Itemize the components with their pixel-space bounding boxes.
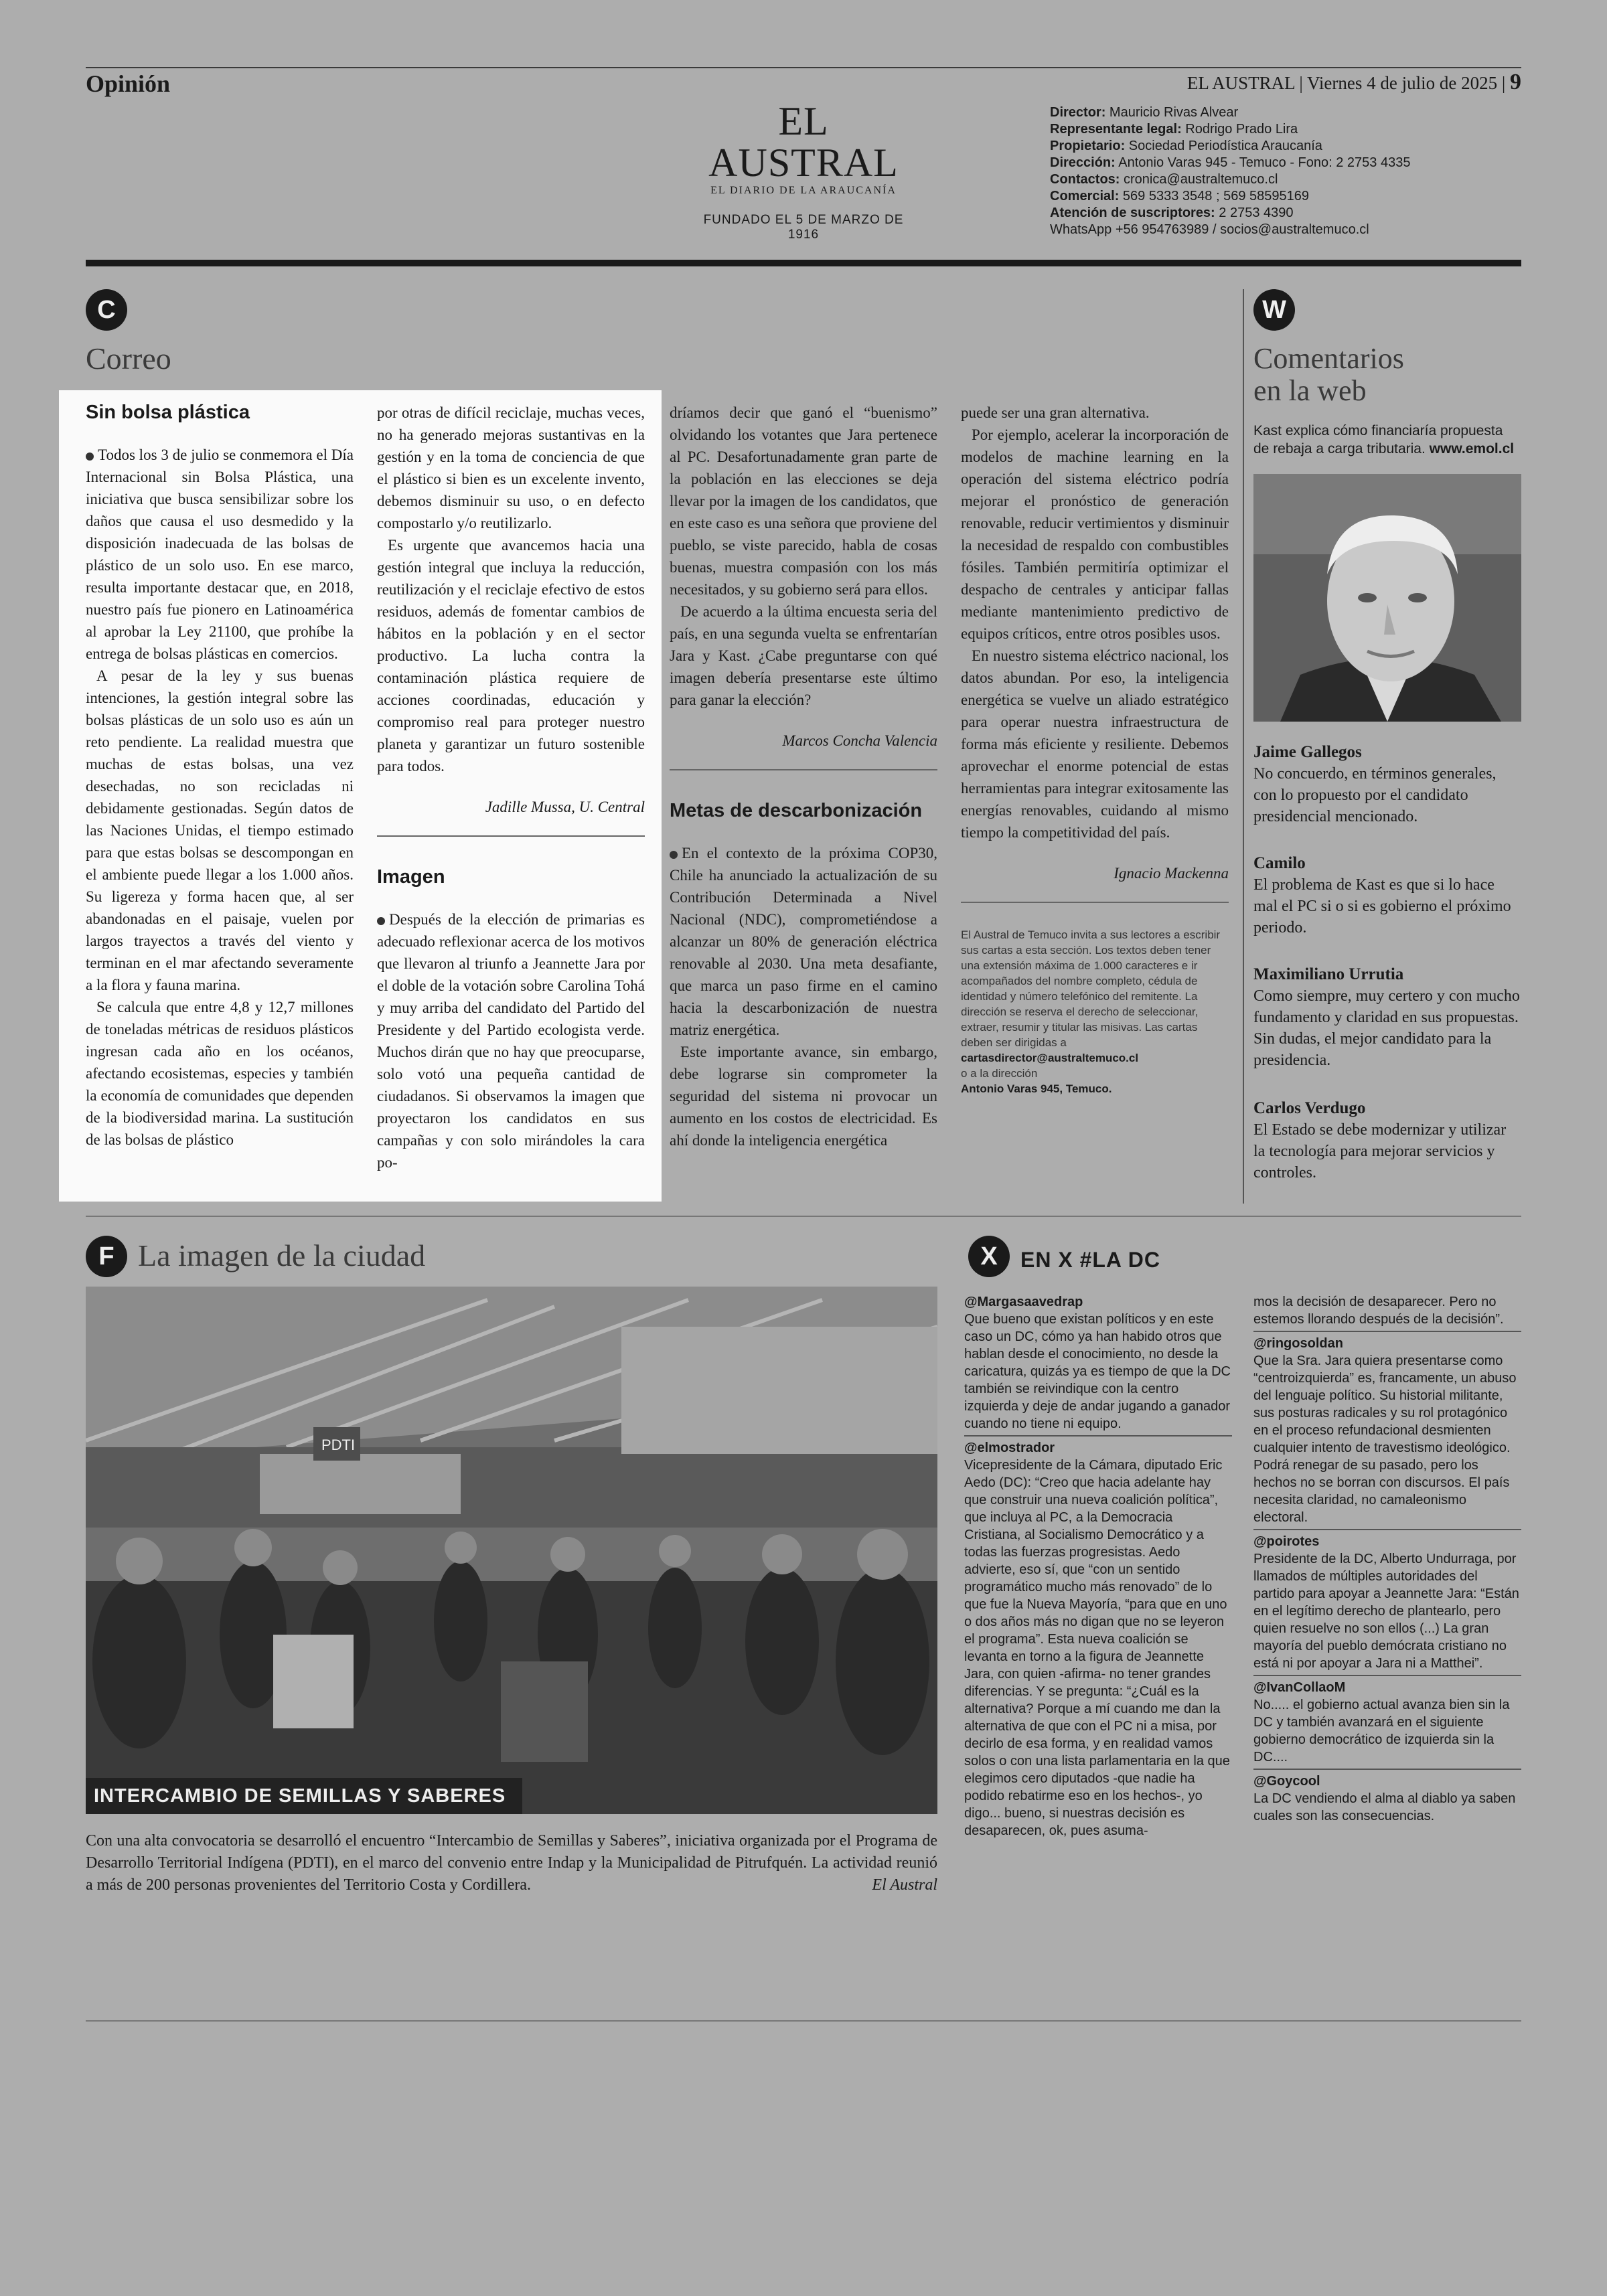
x-handle[interactable]: @Margasaavedrap [964,1295,1083,1309]
letter-paragraph: En el contexto de la próxima COP30, Chile ha anunciado la actualización de su Contribución Determinada a Nivel Nacional (NDC), comprometiéndose a alcanzar un 80% de generación eléctrica renovable al 2030. Una meta desafiante, que marca un paso firme en el camino hacia la descarbonización de nuestra matriz energética. [670,845,937,1038]
letter-paragraph: Después de la elección de primarias es adecuado reflexionar acerca de los motivos que llevaron al triunfo a Jeannette Jara por el doble de la votación sobre Carolina Tohá y muy arriba del candidato del Partido del Presidente y del Partido ecologista verde. Muchos dirán que no hay que preocuparse, solo votó una pequeña cantidad de ciudadanos. Si observamos la imagen que proyectaron los candidatos en sus campañas y con solo mirándoles la cara po- [377,911,645,1171]
web-badge-icon: W [1253,289,1295,331]
bottom-rule [86,2020,1521,2022]
bullet-icon [670,851,678,859]
correo-column-4 [961,402,1229,1205]
letter-signature: Marcos Concha Valencia [782,732,937,749]
comment-author: Maximiliano Urrutia [1253,965,1404,983]
divider [377,835,645,837]
logo-name: EL AUSTRAL [708,99,899,185]
x-handle[interactable]: @Goycool [1253,1769,1521,1790]
portrait-illustration [1253,474,1521,722]
comment-author: Carlos Verdugo [1253,1099,1366,1117]
letter-paragraph: dríamos decir que ganó el “buenismo” olvidando los votantes que Jara pertenece al PC. Desafortunadamente gran parte de la población en las elecciones se deja llevar por la imagen de los candidatos, que en este caso es una señora que proviene del pueblo, se viste parecido, habla de cosas buenas, muestra compasión con los más necesitados, y su gobierno será para ellos. [670,404,937,598]
web-comment [1253,1098,1521,1183]
web-title-line2: en la web [1253,374,1367,407]
x-badge-icon: X [968,1236,1010,1277]
correo-column-3 [670,402,937,1192]
divider [670,769,937,770]
x-post-continuation: mos la decisión de desaparecer. Pero no estemos llorando después de la decisión”. [1253,1295,1504,1327]
x-post-text: Que la Sra. Jara quiera presentarse como “centroizquierda” es, francamente, un abuso del lenguaje político. Su historial militante, sus posturas radicales y su rol protagónico en el proceso refundacional desmienten cualquier intento de travestismo ideológico. Podrá renegar de su pasado, pero los hechos no se borran con discursos. El país necesita claridad, no camaleonismo electoral. [1253,1354,1517,1525]
x-title: EN X #LA DC [1020,1248,1160,1272]
bullet-icon [86,453,94,461]
letter-signature: Jadille Mussa, U. Central [485,799,645,815]
staff-line: Contactos: cronica@australtemuco.cl [1050,172,1278,187]
staff-line: Propietario: Sociedad Periodística Araucanía [1050,139,1322,153]
correo-title: Correo [86,341,171,376]
letter-paragraph: Por ejemplo, acelerar la incorporación de modelos de machine learning en la operación del sistema eléctrico podría mejorar el pronóstico de generación renovable, reducir vertimientos y disminuir la necesidad de respaldo con combustibles fósiles. También permitiría optimizar el despacho de centrales y anticipar fallas mediante mantenimiento predictivo de equipos críticos, entre otros posibles usos. [961,426,1229,642]
letter-paragraph: Es urgente que avancemos hacia una gestión integral que incluya la reducción, reutilización y el reciclaje efectivo de estos residuos, además de fomentar cambios de hábitos en la población y en el sector productivo. La lucha contra la contaminación plástica requiere de acciones coordinadas, educación y compromiso real para proteger nuestro planeta y garantizar un futuro sostenible para todos. [377,537,645,774]
staff-line: WhatsApp +56 954763989 / socios@australtemuco.cl [1050,222,1369,237]
city-caption: Con una alta convocatoria se desarrolló el encuentro “Intercambio de Semillas y Saberes”, iniciativa organizada por el Programa de Desarrollo Territorial Indígena (PDTI), en el marco del convenio entre Indap y la Municipalidad de Pitrufquén. La actividad reunió a más de 200 personas provenientes del Territorio Costa y Cordillera. El Austral [86,1830,937,1896]
masthead-logo[interactable] [690,100,917,242]
correo-column-1 [86,402,354,1192]
comment-text: Como siempre, muy certero y con mucho fundamento y claridad en sus propuestas. Sin dudas, el mejor candidato para la presidencia. [1253,987,1520,1069]
comment-text: El problema de Kast es que si lo hace mal el PC si o si es gobierno el próximo periodo. [1253,876,1511,936]
submission-note: El Austral de Temuco invita a sus lectores a escribir sus cartas a esta sección. Los textos deben tener una extensión máxima de 1.000 caracteres e ir acompañados del nombre completo, cédula de identidad y número telefónico del remitente. La dirección se reserva el derecho de seleccionar, extraer, resumir y titular las misivas. Las cartas deben ser dirigidas a cartasdirector@australtemuco.cl o a la dirección Antonio Varas 945, Temuco. [961,928,1221,1095]
city-photo [86,1287,937,1814]
x-column-1 [964,1293,1232,1902]
candidate-photo [1253,474,1521,722]
photo-label: INTERCAMBIO DE SEMILLAS Y SABERES [86,1778,522,1814]
x-post-text: No..... el gobierno actual avanza bien sin la DC y también avanzará en el siguiente gobierno democrático de izquierda sin la DC.... [1253,1698,1510,1765]
letter-paragraph: por otras de difícil reciclaje, muchas veces, no ha generado mejoras sustantivas en la gestión y en la toma de conciencia de que el plástico si bien es un excelente invento, debemos disminuir su uso, o en defecto compostarlo y/o reutilizarlo. [377,404,645,531]
x-post-text: Vicepresidente de la Cámara, diputado Eric Aedo (DC): “Creo que hacia adelante hay que construir una nueva coalición política”, que incluya al PC, a la Democracia Cristiana, al Socialismo Democrático y a todas las fuerzas progresistas. Aedo advierte, eso sí, que “con un sentido programático mucho más renovado” de lo que fue la Nueva Mayoría, “para que en uno o dos años más no digan que no se leyeron el programa”. Esta nueva coalición se levanta en torno a la figura de Jeannette Jara, con quien -afirma- no tener grandes diferencias. Y se pregunta: “¿Cuál es la alternativa? Porque a mí cuando me dan la alternativa de que con el PC ni a misa, por decirlo de esa forma, y en realidad vamos solos o con una lista parlamentaria en la que elegimos cero diputados -que nadie ha podido rebatirme eso en los hechos-, yo digo... bueno, si nuestras decisión es desaparecen, ok, pues asuma- [964,1458,1230,1838]
comment-text: No concuerdo, en términos generales, con lo propuesto por el candidato presidencial mencionado. [1253,765,1497,825]
x-handle[interactable]: @ringosoldan [1253,1331,1521,1352]
web-comments-header [1253,343,1521,458]
staff-line: Representante legal: Rodrigo Prado Lira [1050,122,1298,137]
caption-source: El Austral [872,1876,937,1894]
letter-title: Imagen [377,866,445,888]
letter-paragraph: puede ser una gran alternativa. [961,404,1150,421]
x-post-text: La DC vendiendo el alma al diablo ya saben cuales son las consecuencias. [1253,1791,1516,1823]
market-hall-illustration [86,1287,937,1814]
letter-paragraph: Este importante avance, sin embargo, debe lograrse sin comprometer la seguridad del sistema ni provocar un aumento en los costos de electricidad. Es ahí donde la inteligencia energética [670,1044,937,1149]
web-column-divider [1243,289,1244,1204]
letter-signature: Ignacio Mackenna [1114,865,1229,882]
header-top-rule [86,67,1521,68]
web-title-line1: Comentarios [1253,342,1404,375]
staff-line: Dirección: Antonio Varas 945 - Temuco - Fono: 2 2753 4335 [1050,155,1411,170]
mid-rule [86,1216,1521,1217]
x-handle[interactable]: @poirotes [1253,1529,1521,1550]
submission-address: Antonio Varas 945, Temuco. [961,1082,1112,1095]
pdti-sign-text: PDTI [321,1437,356,1453]
date-text: EL AUSTRAL | Viernes 4 de julio de 2025 | [1187,73,1506,93]
staff-line: Director: Mauricio Rivas Alvear [1050,105,1239,120]
staff-line: Comercial: 569 5333 3548 ; 569 58595169 [1050,189,1309,203]
comment-text: El Estado se debe modernizar y utilizar la tecnología para mejorar servicios y controles. [1253,1121,1507,1181]
letter-paragraph: A pesar de la ley y sus buenas intenciones, la gestión integral sobre las bolsas plásticas de un solo uso es aún un reto pendiente. La realidad muestra que muchas de estas bolsas, una vez desechadas, no son recicladas ni debidamente gestionadas. Según datos de las Naciones Unidas, el tiempo estimado para que estas bolsas se descompongan en el ambiente puede llegar a los 1.000 años. Su ligereza y forma hacen que, al ser abandonadas en el paisaje, vuelen por largos trayectos a través del viento y terminan en el mar afectando severamente a la flora y fauna marina. [86,667,354,993]
date-line [1187,70,1521,95]
staff-box [1050,104,1532,238]
web-comment [1253,853,1521,938]
letter-paragraph: De acuerdo a la última encuesta seria del país, en una segunda vuelta se enfrentarían Jara y Kast. ¿Cabe preguntarse con qué imagen debería presentarse este último para ganar la elección? [670,603,937,708]
ciudad-title: La imagen de la ciudad [138,1238,426,1273]
correo-badge-icon: C [86,289,127,331]
staff-line: Atención de suscriptores: 2 2753 4390 [1050,206,1294,220]
letter-paragraph: Todos los 3 de julio se conmemora el Día Internacional sin Bolsa Plástica, una iniciativa que busca sensibilizar sobre los daños que causa el uso desmedido y la disposición inadecuada de las bolsas de plástico de un solo uso. En ese marco, resulta importante destacar que, en 2018, nuestro país fue pionero en Latinoamérica al aprobar la Ley 21100, que prohíbe la entrega de bolsas plásticas en comercios. [86,446,354,662]
letter-title: Sin bolsa plástica [86,402,250,423]
web-comment [1253,742,1521,827]
logo-subtitle: EL DIARIO DE LA ARAUCANÍA [710,185,897,196]
correo-column-2 [377,402,645,1192]
comment-author: Jaime Gallegos [1253,743,1362,761]
web-source-link[interactable]: www.emol.cl [1429,441,1515,457]
header-bottom-rule [86,260,1521,266]
x-handle[interactable]: @elmostrador [964,1435,1232,1457]
web-comment [1253,964,1521,1071]
submission-email[interactable]: cartasdirector@australtemuco.cl [961,1052,1139,1064]
founded-line: FUNDADO EL 5 DE MARZO DE 1916 [703,213,904,242]
x-post-text: Presidente de la DC, Alberto Undurraga, por llamados de múltiples autoridades del partido para apoyar a Jeannette Jara: “Están en el legítimo derecho de plantearlo, pero quien resuelve no son ellos (...) La gran mayoría del pueblo demócrata cristiano no está ni por apoyar a Jara ni a Matthei”. [1253,1552,1519,1671]
comment-author: Camilo [1253,854,1306,872]
page-number: 9 [1510,70,1521,94]
letter-title: Metas de descarbonización [670,800,923,821]
section-label: Opinión [86,70,171,97]
ciudad-badge-icon: F [86,1236,127,1277]
x-column-2 [1253,1293,1521,1902]
x-handle[interactable]: @IvanCollaoM [1253,1675,1521,1696]
letter-paragraph: Se calcula que entre 4,8 y 12,7 millones de toneladas métricas de residuos plásticos ingresan cada año en los océanos, afectando ecosistemas, especies y también la economía de comunidades que dependen de la biodiversidad marina. La sustitución de las bolsas de plástico [86,999,354,1148]
bullet-icon [377,917,385,925]
divider [961,902,1229,903]
letter-paragraph: En nuestro sistema eléctrico nacional, los datos abundan. Por eso, la inteligencia energética se vuelve un aliado estratégico para operar nuestra infraestructura de forma más eficiente y resiliente. Debemos aprovechar el enorme potencial de estas herramientas para integrar exitosamente las energías renovables, cuidando al mismo tiempo la competitividad del país. [961,647,1229,841]
x-post-text: Que bueno que existan políticos y en este caso un DC, cómo ya han habido otros que hablan desde el conocimiento, no desde la caricatura, quizás ya es tiempo de que la DC también se reivindique con la centro izquierda y deje de andar jugando a ganador cuando no tiene ni equipo. [964,1312,1231,1431]
web-intro: Kast explica cómo financiaría propuesta de rebaja a carga tributaria. www.emol.cl [1253,423,1515,457]
